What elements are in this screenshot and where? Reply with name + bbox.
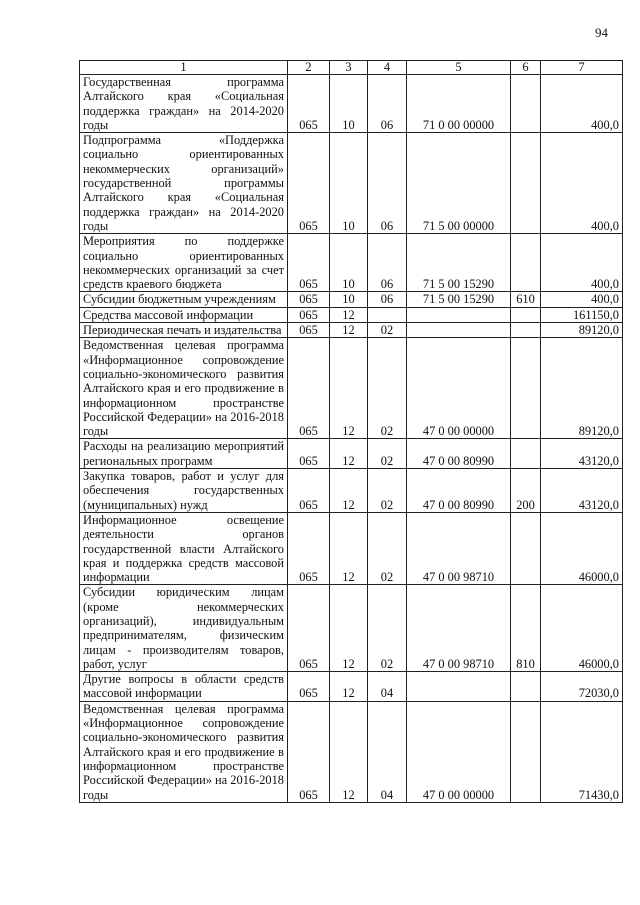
target-article-code	[407, 323, 511, 338]
expense-type-code	[511, 75, 541, 133]
table-row	[80, 234, 623, 292]
section-code: 12	[330, 701, 368, 802]
section-code: 12	[330, 672, 368, 702]
target-article-code: 47 0 00 80990	[407, 439, 511, 469]
target-article-code: 71 5 00 15290	[407, 234, 511, 292]
table-row	[80, 701, 623, 802]
subsection-code	[368, 307, 407, 322]
column-header: 6	[511, 61, 541, 75]
section-code: 10	[330, 234, 368, 292]
column-header: 2	[288, 61, 330, 75]
subsection-code: 02	[368, 439, 407, 469]
expense-type-code	[511, 701, 541, 802]
table-row	[80, 292, 623, 307]
row-name: Субсидии бюджетным учреждениям	[80, 292, 288, 307]
row-name: Расходы на реализацию мероприятий региональных программ	[80, 439, 288, 469]
row-name: Подпрограмма «Поддержка социально ориентированных некоммерческих организаций» государственной программы Алтайского края «Социальная поддержка граждан» на 2014-2020 годы	[80, 133, 288, 234]
section-code: 10	[330, 75, 368, 133]
subsection-code: 06	[368, 133, 407, 234]
section-code: 10	[330, 133, 368, 234]
amount: 72030,0	[541, 672, 623, 702]
row-name: Периодическая печать и издательства	[80, 323, 288, 338]
amount: 400,0	[541, 234, 623, 292]
table-row	[80, 338, 623, 439]
table-row	[80, 585, 623, 672]
expense-type-code: 200	[511, 469, 541, 513]
section-code: 12	[330, 585, 368, 672]
expense-type-code	[511, 672, 541, 702]
column-header: 5	[407, 61, 511, 75]
amount: 71430,0	[541, 701, 623, 802]
column-header: 1	[80, 61, 288, 75]
expense-type-code	[511, 234, 541, 292]
budget-table	[79, 60, 623, 803]
column-header: 7	[541, 61, 623, 75]
subsection-code: 02	[368, 338, 407, 439]
section-code: 12	[330, 512, 368, 584]
page-number: 94	[595, 25, 608, 40]
target-article-code: 47 0 00 98710	[407, 512, 511, 584]
ministry-code: 065	[288, 512, 330, 584]
target-article-code: 71 0 00 00000	[407, 75, 511, 133]
expense-type-code	[511, 338, 541, 439]
subsection-code: 04	[368, 701, 407, 802]
table-row	[80, 439, 623, 469]
ministry-code: 065	[288, 585, 330, 672]
amount: 89120,0	[541, 338, 623, 439]
target-article-code: 71 5 00 00000	[407, 133, 511, 234]
ministry-code: 065	[288, 75, 330, 133]
column-header: 4	[368, 61, 407, 75]
target-article-code: 47 0 00 80990	[407, 469, 511, 513]
table-row	[80, 323, 623, 338]
row-name: Ведомственная целевая программа «Информационное сопровождение социально-экономического развития Алтайского края и его продвижение в информационном пространстве Российской Федерации» на 2016-2018 годы	[80, 701, 288, 802]
subsection-code: 02	[368, 469, 407, 513]
table-row	[80, 672, 623, 702]
amount: 400,0	[541, 292, 623, 307]
row-name: Информационное освещение деятельности органов государственной власти Алтайского края и поддержка средств массовой информации	[80, 512, 288, 584]
row-name: Субсидии юридическим лицам (кроме некоммерческих организаций), индивидуальным предпринимателям, физическим лицам - производителям товаров, работ, услуг	[80, 585, 288, 672]
target-article-code: 47 0 00 00000	[407, 338, 511, 439]
section-code: 12	[330, 338, 368, 439]
row-name: Закупка товаров, работ и услуг для обеспечения государственных (муниципальных) нужд	[80, 469, 288, 513]
subsection-code: 06	[368, 75, 407, 133]
table-row	[80, 75, 623, 133]
ministry-code: 065	[288, 234, 330, 292]
ministry-code: 065	[288, 307, 330, 322]
column-header: 3	[330, 61, 368, 75]
amount: 43120,0	[541, 469, 623, 513]
amount: 161150,0	[541, 307, 623, 322]
ministry-code: 065	[288, 133, 330, 234]
amount: 46000,0	[541, 512, 623, 584]
expense-type-code	[511, 307, 541, 322]
ministry-code: 065	[288, 469, 330, 513]
row-name: Ведомственная целевая программа «Информационное сопровождение социально-экономического развития Алтайского края и его продвижение в информационном пространстве Российской Федерации» на 2016-2018 годы	[80, 338, 288, 439]
section-code: 12	[330, 469, 368, 513]
ministry-code: 065	[288, 672, 330, 702]
subsection-code: 02	[368, 585, 407, 672]
ministry-code: 065	[288, 323, 330, 338]
section-code: 12	[330, 307, 368, 322]
expense-type-code: 810	[511, 585, 541, 672]
subsection-code: 04	[368, 672, 407, 702]
section-code: 12	[330, 439, 368, 469]
table-row	[80, 512, 623, 584]
target-article-code: 71 5 00 15290	[407, 292, 511, 307]
expense-type-code	[511, 323, 541, 338]
subsection-code: 06	[368, 234, 407, 292]
expense-type-code	[511, 512, 541, 584]
target-article-code	[407, 307, 511, 322]
row-name: Государственная программа Алтайского края «Социальная поддержка граждан» на 2014-2020 годы	[80, 75, 288, 133]
table-header-row	[80, 61, 623, 75]
ministry-code: 065	[288, 338, 330, 439]
amount: 89120,0	[541, 323, 623, 338]
ministry-code: 065	[288, 439, 330, 469]
table-row	[80, 469, 623, 513]
expense-type-code: 610	[511, 292, 541, 307]
expense-type-code	[511, 133, 541, 234]
amount: 46000,0	[541, 585, 623, 672]
table-row	[80, 307, 623, 322]
row-name: Мероприятия по поддержке социально ориентированных некоммерческих организаций за счет средств краевого бюджета	[80, 234, 288, 292]
ministry-code: 065	[288, 292, 330, 307]
target-article-code	[407, 672, 511, 702]
expense-type-code	[511, 439, 541, 469]
amount: 400,0	[541, 133, 623, 234]
amount: 43120,0	[541, 439, 623, 469]
subsection-code: 02	[368, 512, 407, 584]
table-row	[80, 133, 623, 234]
subsection-code: 06	[368, 292, 407, 307]
ministry-code: 065	[288, 701, 330, 802]
target-article-code: 47 0 00 00000	[407, 701, 511, 802]
row-name: Средства массовой информации	[80, 307, 288, 322]
amount: 400,0	[541, 75, 623, 133]
target-article-code: 47 0 00 98710	[407, 585, 511, 672]
row-name: Другие вопросы в области средств массовой информации	[80, 672, 288, 702]
section-code: 10	[330, 292, 368, 307]
subsection-code: 02	[368, 323, 407, 338]
section-code: 12	[330, 323, 368, 338]
